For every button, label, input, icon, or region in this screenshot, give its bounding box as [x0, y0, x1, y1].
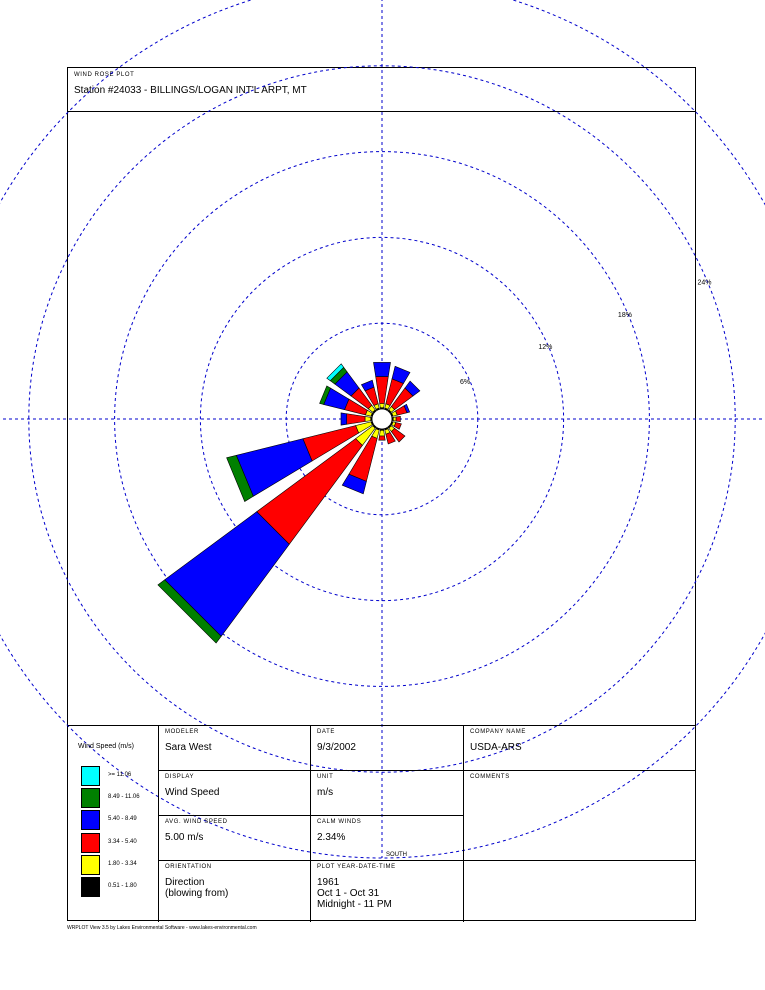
speed-legend [68, 726, 158, 922]
date-label: DATE [317, 729, 335, 735]
company-value: USDA-ARS [470, 742, 522, 753]
petal-segment-e [393, 417, 396, 421]
orientation-cell [159, 861, 310, 922]
ring-label: 18% [617, 311, 632, 319]
legend-label: 1.80 - 3.34 [108, 861, 137, 867]
plot-time-value [317, 877, 392, 910]
modeler-cell [159, 726, 310, 770]
avg-speed-cell [159, 816, 310, 860]
south-label: SOUTH [386, 852, 407, 858]
legend-label: 0.51 - 1.80 [108, 883, 137, 889]
calm-hub [372, 409, 392, 429]
legend-label: 3.34 - 5.40 [108, 839, 137, 845]
legend-label: >= 11.06 [108, 772, 132, 778]
date-value: 9/3/2002 [317, 742, 356, 753]
petal-segment-sw [165, 512, 290, 637]
comments-label: COMMENTS [470, 774, 510, 780]
plot-time-cell [311, 861, 463, 922]
display-label: DISPLAY [165, 774, 195, 780]
unit-label: UNIT [317, 774, 334, 780]
comments-cell [464, 771, 696, 860]
petal-segment-n [376, 377, 389, 404]
calm-winds-value: 2.34% [317, 832, 346, 843]
display-value: Wind Speed [165, 787, 220, 798]
calm-winds-cell [311, 816, 463, 860]
company-label: COMPANY NAME [470, 729, 526, 735]
avg-speed-label: AVG. WIND SPEED [165, 819, 228, 825]
company-cell [464, 726, 696, 770]
petal-segment-w [341, 413, 347, 425]
legend-swatch [81, 766, 100, 786]
date-cell [311, 726, 463, 770]
petal-segment-n [374, 362, 391, 376]
modeler-value: Sara West [165, 742, 212, 753]
legend-swatch [81, 810, 100, 830]
ring-label: 24% [697, 279, 712, 287]
orientation-label: ORIENTATION [165, 864, 212, 870]
petal-segment-ese [394, 423, 401, 430]
legend-swatch [81, 788, 100, 808]
header-label: WIND ROSE PLOT [74, 72, 135, 78]
legend-label: 8.49 - 11.06 [108, 794, 140, 800]
plot-frame [67, 67, 712, 921]
petal-segment-w [347, 414, 365, 425]
calm-winds-label: CALM WINDS [317, 819, 362, 825]
avg-speed-value: 5.00 m/s [165, 832, 204, 843]
legend-title: Wind Speed (m/s) [78, 743, 135, 750]
ring-label: 12% [538, 343, 553, 351]
legend-swatch [81, 833, 100, 853]
unit-value: m/s [317, 787, 334, 798]
petal-segment-s [380, 430, 385, 436]
petal-segment-s [379, 436, 385, 440]
software-credit: WRPLOT View 3.5 by Lakes Environmental Software - www.lakes-environmental.com [67, 925, 257, 931]
orientation-line: (blowing from) [165, 888, 229, 899]
legend-swatch [81, 877, 100, 897]
orientation-value [165, 877, 228, 899]
orientation-line: Direction [165, 877, 205, 888]
legend-swatch [81, 855, 100, 875]
plot-time-label: PLOT YEAR-DATE-TIME [317, 864, 396, 870]
plot-time-line: Oct 1 - Oct 31 [317, 888, 380, 899]
display-cell [159, 771, 310, 815]
petal-segment-w [365, 417, 371, 422]
plot-time-line: Midnight - 11 PM [317, 899, 392, 910]
plot-footer [68, 725, 695, 921]
station-title: Station #24033 - BILLINGS/LOGAN INT'L ARPT, MT [74, 85, 307, 96]
modeler-label: MODELER [165, 729, 199, 735]
legend-label: 5.40 - 8.49 [108, 816, 137, 822]
petal-segment-n [380, 404, 385, 408]
plot-time-line: 1961 [317, 877, 340, 888]
unit-cell [311, 771, 463, 815]
ring-label: 6% [460, 379, 471, 387]
petal-segment-e [396, 416, 400, 421]
